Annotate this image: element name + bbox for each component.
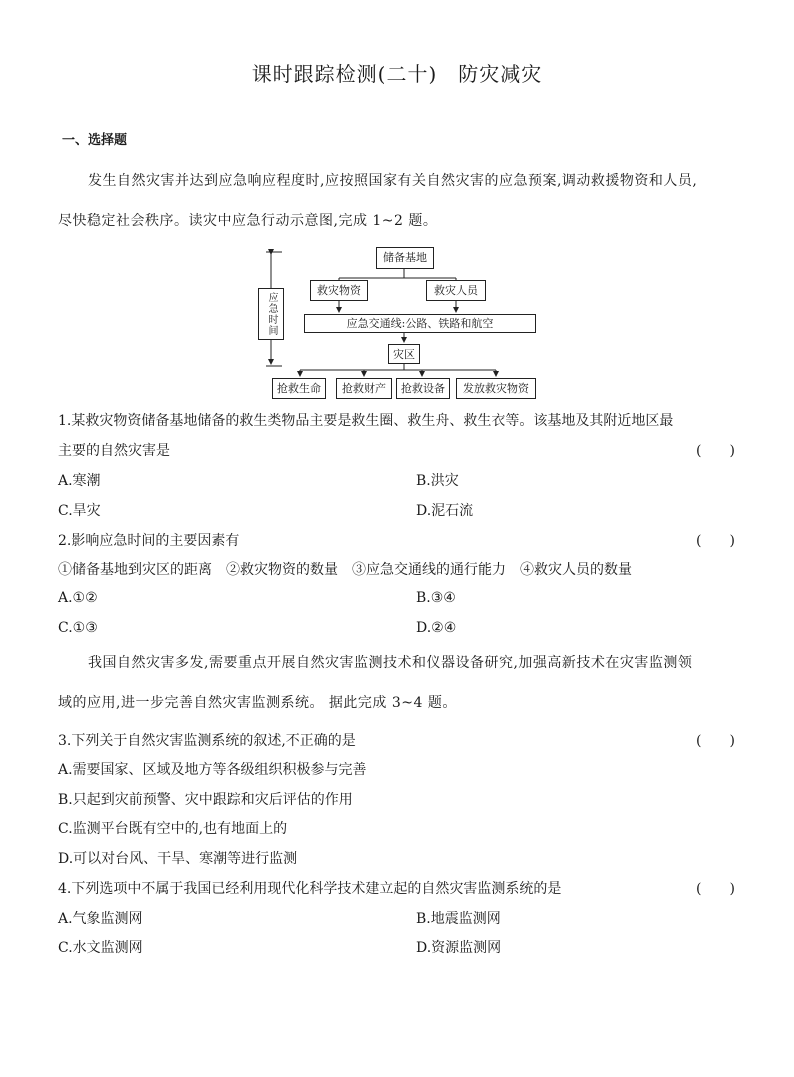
- question-1-option-a: A.寒潮: [58, 473, 101, 489]
- question-4-option-c: C.水文监测网: [58, 940, 143, 956]
- question-1-line-1: 1.某救灾物资储备基地储备的救生类物品主要是救生圈、救生舟、救生衣等。该基地及其附近地区最: [58, 413, 674, 429]
- section-heading: 一、选择题: [62, 133, 128, 148]
- question-3-option-b: B.只起到灾前预警、灾中跟踪和灾后评估的作用: [58, 792, 353, 808]
- question-2-option-b: B.③④: [416, 590, 456, 606]
- question-1-line-2: 主要的自然灾害是: [58, 443, 170, 459]
- question-4-option-d: D.资源监测网: [416, 940, 502, 956]
- question-2-option-a: A.①②: [58, 590, 98, 606]
- page-title: 课时跟踪检测(二十) 防灾减灾: [251, 62, 543, 86]
- question-3-stem: 3.下列关于自然灾害监测系统的叙述,不正确的是: [58, 733, 356, 749]
- action-save-property: 抢救财产: [336, 378, 392, 399]
- question-1-option-b: B.洪灾: [416, 473, 459, 489]
- storage-base-box: 储备基地: [376, 247, 434, 269]
- question-2-items: ①储备基地到灾区的距离 ②救灾物资的数量 ③应急交通线的通行能力 ④救灾人员的数量: [58, 562, 632, 578]
- action-save-lives: 抢救生命: [272, 378, 326, 399]
- action-distribute-supplies: 发放救灾物资: [456, 378, 536, 399]
- question-1-answer-blank: ( ): [696, 443, 735, 459]
- disaster-area-box: 灾区: [388, 344, 420, 364]
- question-4-stem: 4.下列选项中不属于我国已经利用现代化科学技术建立起的自然灾害监测系统的是: [58, 881, 562, 897]
- question-3-answer-blank: ( ): [696, 733, 735, 749]
- question-3-option-d: D.可以对台风、干旱、寒潮等进行监测: [58, 851, 298, 867]
- emergency-time-label: 应急时间: [258, 288, 284, 340]
- question-4-answer-blank: ( ): [696, 881, 735, 897]
- intro-1-line-2: 尽快稳定社会秩序。读灾中应急行动示意图,完成 1~2 题。: [58, 213, 438, 229]
- question-4-option-a: A.气象监测网: [58, 911, 143, 927]
- question-3-option-c: C.监测平台既有空中的,也有地面上的: [58, 821, 288, 837]
- intro-2-line-1: 我国自然灾害多发,需要重点开展自然灾害监测技术和仪器设备研究,加强高新技术在灾害监测领: [88, 655, 693, 671]
- question-4-option-b: B.地震监测网: [416, 911, 501, 927]
- action-save-equipment: 抢救设备: [396, 378, 450, 399]
- relief-personnel-box: 救灾人员: [426, 280, 486, 301]
- intro-2-line-2: 域的应用,进一步完善自然灾害监测系统。 据此完成 3~4 题。: [58, 695, 457, 711]
- transport-line-box: 应急交通线:公路、铁路和航空: [304, 314, 536, 333]
- relief-materials-box: 救灾物资: [310, 280, 368, 301]
- question-3-option-a: A.需要国家、区域及地方等各级组织积极参与完善: [58, 762, 367, 778]
- question-1-option-c: C.旱灾: [58, 503, 101, 519]
- question-1-option-d: D.泥石流: [416, 503, 474, 519]
- emergency-action-diagram: [250, 244, 550, 400]
- question-2-option-d: D.②④: [416, 620, 457, 636]
- intro-1-line-1: 发生自然灾害并达到应急响应程度时,应按照国家有关自然灾害的应急预案,调动救援物资和人员,: [88, 173, 698, 189]
- question-2-stem: 2.影响应急时间的主要因素有: [58, 533, 240, 549]
- question-2-option-c: C.①③: [58, 620, 98, 636]
- question-2-answer-blank: ( ): [696, 533, 735, 549]
